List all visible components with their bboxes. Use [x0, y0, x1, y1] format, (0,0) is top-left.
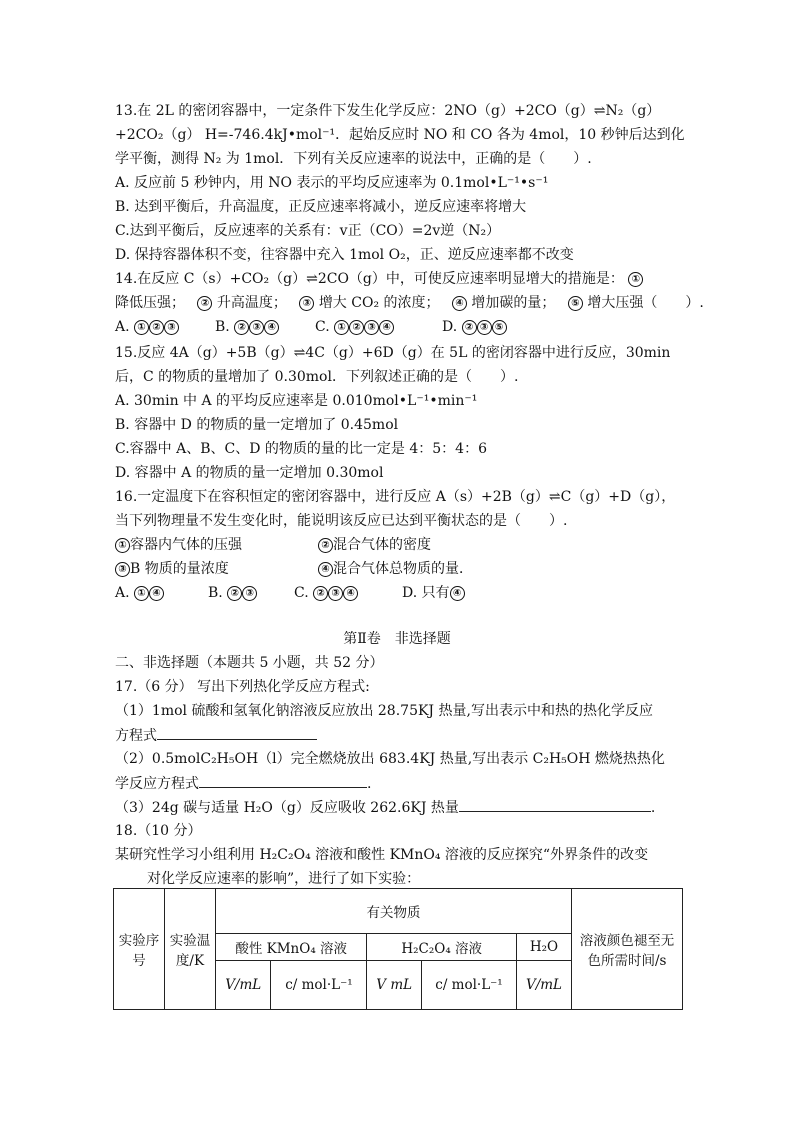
group-h2c2o4: H₂C₂O₄ 溶液	[367, 934, 517, 961]
q14-option-d-label: D.	[442, 319, 458, 335]
group-h2o: H₂O	[517, 934, 572, 961]
header-seq: 实验序号	[114, 889, 165, 1010]
q16-option-b	[208, 582, 257, 604]
q13-option-a: A. 反应前 5 秒钟内，用 NO 表示的平均反应速率为 0.1mol•L⁻¹•s⁻¹	[115, 175, 549, 191]
q16-option-d-label: D. 只有	[402, 585, 450, 601]
q16-option-c	[294, 582, 358, 604]
q16-line-1: 16.一定温度下在容积恒定的密闭容器中，进行反应 A（s）+2B（g）⇌C（g）+D（g），	[115, 489, 676, 505]
group-kmno4: 酸性 KMnO₄ 溶液	[216, 934, 367, 961]
q14-measure-4: 增加碳的量；	[471, 295, 556, 311]
circled-1-icon: ①	[134, 320, 149, 335]
circled-3-icon: ③	[242, 586, 257, 601]
q17-line-5-text: 学反应方程式	[115, 776, 199, 792]
q13-line-3: 学平衡，测得 N₂ 为 1mol．下列有关反应速率的说法中，正确的是（ ）.	[115, 151, 592, 167]
q16-item-4	[318, 558, 473, 580]
q13-line-2: +2CO₂（g） H=-746.4kJ•mol⁻¹．起始反应时 NO 和 CO 各为 4mol，10 秒钟后达到化	[115, 127, 685, 143]
q17-answer-blank-2[interactable]	[199, 772, 367, 788]
q13-option-d: D. 保持容器体积不变，往容器中充入 1mol O₂，正、逆反应速率都不改变	[115, 247, 574, 263]
q15-option-d: D. 容器中 A 的物质的量一定增加 0.30mol	[115, 465, 384, 481]
q14-stem: 14.在反应 C（s）+CO₂（g）⇌2CO（g）中，可使反应速率明显增大的措施是：	[115, 271, 624, 287]
circled-2-icon: ②	[149, 320, 164, 335]
circled-4-icon: ④	[379, 320, 394, 335]
q15-option-a: A. 30min 中 A 的平均反应速率是 0.010mol•L⁻¹•min⁻¹	[115, 393, 478, 409]
q14-measure-3: 增大 CO₂ 的浓度；	[318, 295, 440, 311]
q16-item-1	[115, 534, 242, 556]
q16-option-d	[402, 582, 465, 604]
q16-item-3	[115, 558, 229, 580]
q15-line-1: 15.反应 4A（g）+5B（g）⇌4C（g）+6D（g）在 5L 的密闭容器中进行反应，30min	[115, 345, 671, 361]
q14-option-c	[315, 316, 394, 338]
q16-item-2-text: 混合气体的密度	[333, 537, 431, 553]
q17-line-3	[115, 724, 317, 747]
q18-line-1: 18.（10 分）	[115, 823, 202, 839]
circled-2-icon: ②	[318, 538, 333, 553]
circled-1-icon: ①	[134, 586, 149, 601]
circled-1-icon: ①	[115, 538, 130, 553]
q16-item-3-text: B 物质的量浓度	[130, 561, 229, 577]
q14-option-a	[115, 316, 179, 338]
q14-option-c-label: C.	[315, 319, 330, 335]
q17-line-4: （2）0.5molC₂H₅OH（l）完全燃烧放出 683.4KJ 热量,写出表示 C₂H₅OH 燃烧热热化	[115, 751, 665, 767]
header-temp: 实验温度/K	[165, 889, 216, 1010]
circled-4-icon: ④	[452, 296, 467, 311]
col-h2c2o4-conc: c/ mol·L⁻¹	[422, 961, 517, 1010]
q18-line-2: 某研究性学习小组利用 H₂C₂O₄ 溶液和酸性 KMnO₄ 溶液的反应探究“外界条件的改变	[115, 847, 649, 863]
q17-line-5	[115, 772, 371, 795]
circled-2-icon: ②	[349, 320, 364, 335]
circled-4-icon: ④	[318, 562, 333, 577]
circled-2-icon: ②	[313, 586, 328, 601]
q17-line-6-end: .	[650, 800, 656, 816]
circled-3-icon: ③	[364, 320, 379, 335]
circled-2-icon: ②	[197, 296, 212, 311]
q14-measure-2: 升高温度；	[216, 295, 287, 311]
circled-5-icon: ⑤	[492, 320, 507, 335]
q14-option-d	[442, 316, 507, 338]
circled-3-icon: ③	[299, 296, 314, 311]
circled-4-icon: ④	[149, 586, 164, 601]
q17-line-6	[115, 796, 655, 819]
q14-option-b	[215, 316, 279, 338]
circled-3-icon: ③	[328, 586, 343, 601]
section-heading: 二、非选择题（本题共 5 小题，共 52 分）	[115, 655, 384, 671]
q17-line-1: 17.（6 分） 写出下列热化学反应方程式:	[115, 679, 370, 695]
q16-option-a	[115, 582, 164, 604]
q17-answer-blank-1[interactable]	[157, 724, 317, 740]
q18-line-3: 对化学反应速率的影响”，进行了如下实验：	[147, 871, 421, 887]
col-h2o-volume: V/mL	[517, 961, 572, 1010]
q15-line-2: 后，C 的物质的量增加了 0.30mol．下列叙述正确的是（ ）.	[115, 369, 519, 385]
circled-4-icon: ④	[264, 320, 279, 335]
q16-item-1-text: 容器内气体的压强	[130, 537, 242, 553]
q17-line-3-text: 方程式	[115, 728, 157, 744]
q16-item-2	[318, 534, 431, 556]
q16-item-4-text: 混合气体总物质的量．	[333, 561, 473, 577]
section-title: 第Ⅱ卷 非选择题	[343, 631, 451, 647]
circled-4-icon: ④	[450, 586, 465, 601]
q14-option-b-label: B.	[215, 319, 230, 335]
header-time: 溶液颜色褪至无色所需时间/s	[572, 889, 683, 1010]
q15-option-c: C.容器中 A、B、C、D 的物质的量的比一定是 4：5：4：6	[115, 441, 487, 457]
q16-option-c-label: C.	[294, 585, 309, 601]
q14-line-1	[115, 268, 643, 290]
circled-4-icon: ④	[343, 586, 358, 601]
circled-2-icon: ②	[227, 586, 242, 601]
q17-line-6-text: （3）24g 碳与适量 H₂O（g）反应吸收 262.6KJ 热量	[115, 800, 459, 816]
q13-option-b: B. 达到平衡后，升高温度，正反应速率将减小，逆反应速率将增大	[115, 199, 527, 215]
col-h2c2o4-volume: V mL	[367, 961, 422, 1010]
col-kmno4-volume: V/mL	[216, 961, 271, 1010]
circled-3-icon: ③	[249, 320, 264, 335]
header-substances: 有关物质	[216, 889, 572, 934]
experiment-table	[113, 888, 683, 1010]
q16-line-2: 当下列物理量不发生变化时，能说明该反应已达到平衡状态的是（ ）.	[115, 513, 568, 529]
circled-3-icon: ③	[115, 562, 130, 577]
circled-1-icon: ①	[628, 272, 643, 287]
circled-3-icon: ③	[164, 320, 179, 335]
col-kmno4-conc: c/ mol·L⁻¹	[271, 961, 367, 1010]
circled-1-icon: ①	[334, 320, 349, 335]
q13-option-c: C.达到平衡后，反应速率的关系有：v正（CO）=2v逆（N₂）	[115, 223, 501, 239]
q16-option-b-label: B.	[208, 585, 223, 601]
q15-option-b: B. 容器中 D 的物质的量一定增加了 0.45mol	[115, 417, 399, 433]
q14-measure-1: 降低压强；	[115, 295, 185, 311]
q14-line-2	[115, 292, 704, 314]
q17-answer-blank-3[interactable]	[459, 796, 651, 812]
q13-line-1: 13.在 2L 的密闭容器中，一定条件下发生化学反应：2NO（g）+2CO（g）⇌N₂（g）	[115, 103, 661, 119]
circled-2-icon: ②	[462, 320, 477, 335]
circled-2-icon: ②	[234, 320, 249, 335]
circled-3-icon: ③	[477, 320, 492, 335]
q17-line-5-end: .	[367, 776, 372, 792]
q16-option-a-label: A.	[115, 585, 130, 601]
q14-measure-5: 增大压强（ ）.	[587, 295, 704, 311]
q14-option-a-label: A.	[115, 319, 130, 335]
circled-5-icon: ⑤	[568, 296, 583, 311]
q17-line-2: （1）1mol 硫酸和氢氧化钠溶液反应放出 28.75KJ 热量,写出表示中和热的热化学反应	[115, 703, 653, 719]
